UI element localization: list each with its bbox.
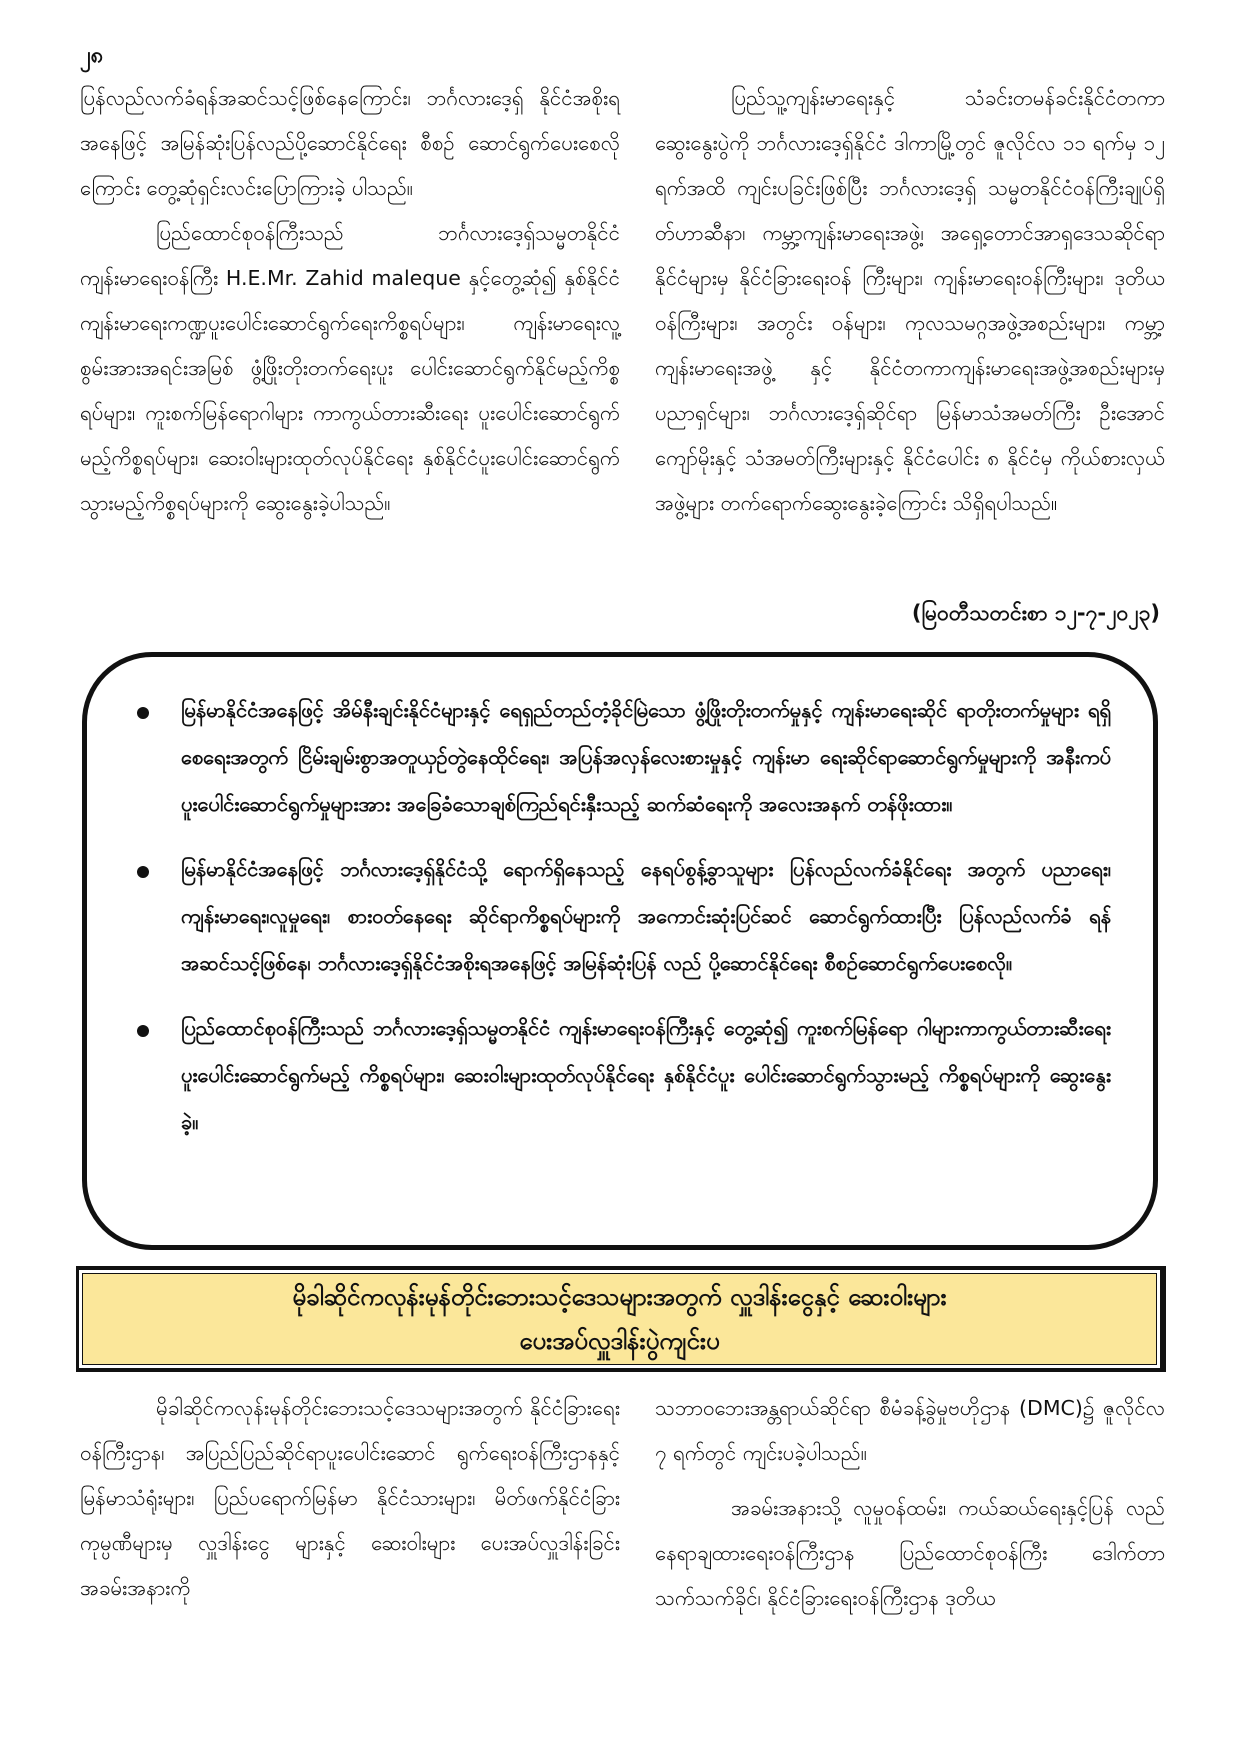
top-left-column [80,76,620,636]
paragraph: ပြန်လည်လက်ခံရန်အဆင်သင့်ဖြစ်နေကြောင်း၊ ဘင်္ဂလားဒေ့ရှ် နိုင်ငံအစိုးရအနေဖြင့် အမြန်ဆုံးပြန်လည်ပို့ဆောင်နိုင်ရေး စီစဉ် ဆောင်ရွက်ပေးစေလိုကြောင်း တွေ့ဆုံရှင်းလင်းပြောကြားခဲ့ ပါသည်။ [80,86,620,200]
summary-box [82,652,1158,1250]
summary-item-text: ပြည်ထောင်စုဝန်ကြီးသည် ဘင်္ဂလားဒေ့ရှ်သမ္မတနိုင်ငံ ကျန်းမာရေးဝန်ကြီးနှင့် တွေ့ဆုံ၍ ကူးစက်မြန်ရော ဂါများကာကွယ်တားဆီးရေး ပူးပေါင်းဆောင်ရွက်မည့် ကိစ္စရပ်များ၊ ဆေးဝါးများထုတ်လုပ်နိုင်ရေး နှစ်နိုင်ငံပူး ပေါင်းဆောင်ရွက်သွားမည့် ကိစ္စရပ်များကို ဆွေးနွေးခဲ့။ [181,1016,1111,1134]
paragraph: မိုခါဆိုင်ကလုန်းမုန်တိုင်းဘေးသင့်ဒေသများအတွက် နိုင်ငံခြားရေးဝန်ကြီးဌာန၊ အပြည်ပြည်ဆိုင်ရာပူးပေါင်းဆောင် ရွက်ရေးဝန်ကြီးဌာနနှင့် မြန်မာသံရုံးများ၊ ပြည်ပရောက်မြန်မာ နိုင်ငံသားများ၊ မိတ်ဖက်နိုင်ငံခြားကုမ္ပဏီများမှ လှူဒါန်းငွေ များနှင့် ဆေးဝါးများ ပေးအပ်လှူဒါန်းခြင်း အခမ်းအနားကို [80,1396,620,1600]
article-headline [82,1273,1157,1365]
bullet-icon [137,707,149,719]
bullet-icon [137,866,149,878]
paragraph: သဘာဝဘေးအန္တရာယ်ဆိုင်ရာ စီမံခန့်ခွဲမှုဗဟိုဌာန (DMC)၌ ဇူလိုင်လ ၇ ရက်တွင် ကျင်းပခဲ့ပါသည်။ [655,1396,1165,1465]
page-number: ၂၈ [80,43,104,68]
summary-item [137,687,1111,828]
source-citation: (မြဝတီသတင်းစာ ၁၂-၇-၂၀၂၃) [911,601,1160,625]
headline-line-2: ပေးအပ်လှူဒါန်းပွဲကျင်းပ [519,1327,720,1355]
bullet-icon [137,1025,149,1037]
paragraph: ပြည်သူ့ကျန်းမာရေးနှင့် သံခင်းတမန်ခင်းနိုင်ငံတကာ ဆွေးနွေးပွဲကို ဘင်္ဂလားဒေ့ရှ်နိုင်ငံ ဒါကာမြို့တွင် ဇူလိုင်လ ၁၁ ရက်မှ ၁၂ ရက်အထိ ကျင်းပခြင်းဖြစ်ပြီး ဘင်္ဂလားဒေ့ရှ် သမ္မတနိုင်ငံဝန်ကြီးချုပ်ရှိတ်ဟာဆီနာ၊ ကမ္ဘာ့ကျန်းမာရေးအဖွဲ့၊ အရှေ့တောင်အာရှဒေသဆိုင်ရာနိုင်ငံများမှ နိုင်ငံခြားရေးဝန် ကြီးများ၊ ကျန်းမာရေးဝန်ကြီးများ၊ ဒုတိယဝန်ကြီးများ၊ အတွင်း ဝန်များ၊ ကုလသမဂ္ဂအဖွဲ့အစည်းများ၊ ကမ္ဘာ့ကျန်းမာရေးအဖွဲ့ နှင့် နိုင်ငံတကာကျန်းမာရေးအဖွဲ့အစည်းများမှ ပညာရှင်များ၊ ဘင်္ဂလားဒေ့ရှ်ဆိုင်ရာ မြန်မာသံအမတ်ကြီး ဦးအောင်ကျော်မိုးနှင့် သံအမတ်ကြီးများနှင့် နိုင်ငံပေါင်း ၈ နိုင်ငံမှ ကိုယ်စားလှယ် အဖွဲ့များ တက်ရောက်ဆွေးနွေးခဲ့ကြောင်း သိရှိရပါသည်။ [655,86,1165,515]
headline-line-1: မိုခါဆိုင်ကလုန်းမုန်တိုင်းဘေးသင့်ဒေသများအတွက် လှူဒါန်းငွေနှင့် ဆေးဝါးများ [292,1283,947,1311]
bottom-left-column [80,1386,620,1716]
paragraph: အခမ်းအနားသို့ လူမှုဝန်ထမ်း၊ ကယ်ဆယ်ရေးနှင့်ပြန် လည်နေရာချထားရေးဝန်ကြီးဌာန ပြည်ထောင်စုဝန်ကြီး ဒေါက်တာသက်သက်ခိုင်၊ နိုင်ငံခြားရေးဝန်ကြီးဌာန ဒုတိယ [655,1496,1165,1610]
summary-item [137,846,1111,987]
summary-item [137,1005,1111,1146]
summary-item-text: မြန်မာနိုင်ငံအနေဖြင့် ဘင်္ဂလားဒေ့ရှ်နိုင်ငံသို့ ရောက်ရှိနေသည့် နေရပ်စွန့်ခွာသူများ ပြန်လည်လက်ခံနိုင်ရေး အတွက် ပညာရေး၊ ကျန်းမာရေး၊လူမှုရေး၊ စားဝတ်နေရေး ဆိုင်ရာကိစ္စရပ်များကို အကောင်းဆုံးပြင်ဆင် ဆောင်ရွက်ထားပြီး ပြန်လည်လက်ခံ ရန်အဆင်သင့်ဖြစ်နေ၊ ဘင်္ဂလားဒေ့ရှ်နိုင်ငံအစိုးရအနေဖြင့် အမြန်ဆုံးပြန် လည် ပို့ဆောင်နိုင်ရေး စီစဉ်ဆောင်ရွက်ပေးစေလို။ [181,857,1111,975]
paragraph: ပြည်ထောင်စုဝန်ကြီးသည် ဘင်္ဂလားဒေ့ရှ်သမ္မတနိုင်ငံ ကျန်းမာရေးဝန်ကြီး H.E.Mr. Zahid maleque နှင့်တွေ့ဆုံ၍ နှစ်နိုင်ငံကျန်းမာရေးကဏ္ဍပူးပေါင်းဆောင်ရွက်ရေးကိစ္စရပ်များ၊ ကျန်းမာရေးလူ့စွမ်းအားအရင်းအမြစ် ဖွံ့ဖြိုးတိုးတက်ရေးပူး ပေါင်းဆောင်ရွက်နိုင်မည့်ကိစ္စရပ်များ၊ ကူးစက်မြန်ရောဂါများ ကာကွယ်တားဆီးရေး ပူးပေါင်းဆောင်ရွက်မည့်ကိစ္စရပ်များ၊ ဆေးဝါးများထုတ်လုပ်နိုင်ရေး နှစ်နိုင်ငံပူးပေါင်းဆောင်ရွက် သွားမည့်ကိစ္စရပ်များကို ဆွေးနွေးခဲ့ပါသည်။ [80,221,620,515]
summary-list [87,657,1153,1146]
top-right-column [655,76,1165,576]
summary-item-text: မြန်မာနိုင်ငံအနေဖြင့် အိမ်နီးချင်းနိုင်ငံများနှင့် ရေရှည်တည်တံ့ခိုင်မြဲသော ဖွံ့ဖြိုးတိုးတက်မှုနှင့် ကျန်းမာရေးဆိုင် ရာတိုးတက်မှုများ ရရှိစေရေးအတွက် ငြိမ်းချမ်းစွာအတူယှဉ်တွဲနေထိုင်ရေး၊ အပြန်အလှန်လေးစားမှုနှင့် ကျန်းမာ ရေးဆိုင်ရာဆောင်ရွက်မှုများကို အနီးကပ်ပူးပေါင်းဆောင်ရွက်မှုများအား အခြေခံသောချစ်ကြည်ရင်းနှီးသည့် ဆက်ဆံရေးကို အလေးအနက် တန်ဖိုးထား။ [181,698,1111,816]
headline-frame [76,1266,1166,1372]
bottom-right-column [655,1386,1165,1716]
